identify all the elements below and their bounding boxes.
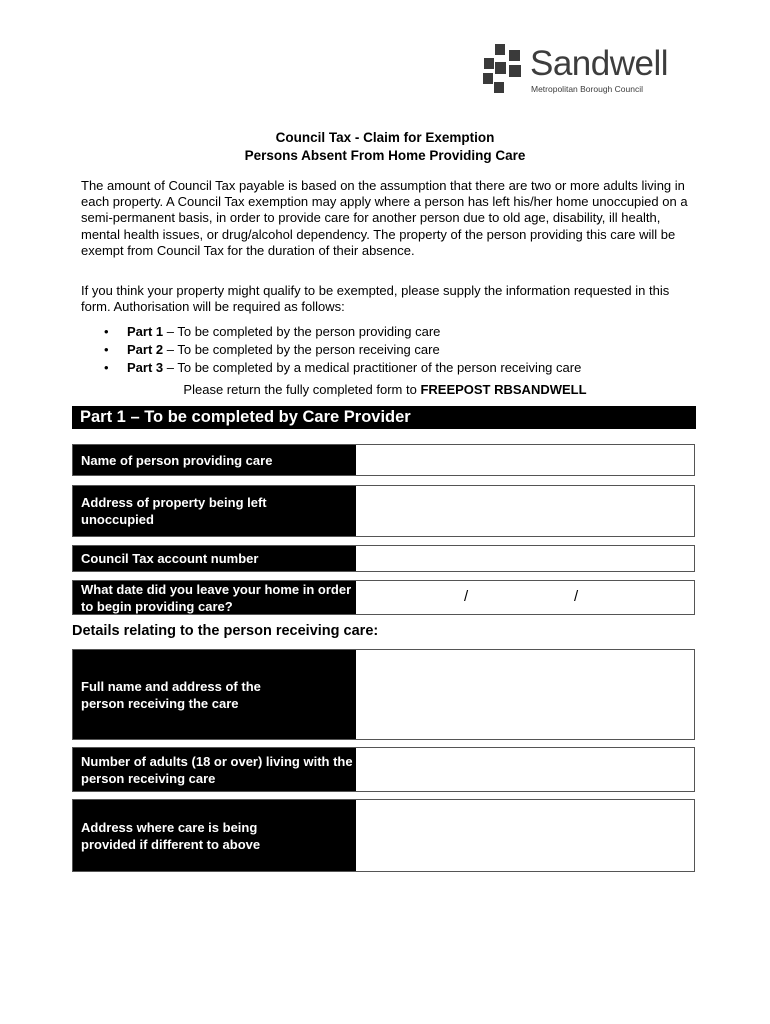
- receiver-name-label: Full name and address of the person receiving the care: [73, 650, 356, 739]
- return-instruction: [0, 382, 770, 397]
- list-item: [104, 341, 581, 359]
- part-label: Part 3: [127, 359, 164, 375]
- qualify-paragraph: If you think your property might qualify to be exempted, please supply the information requested in this form. Authorisation will be required as follows:: [81, 283, 670, 315]
- property-address-row: [72, 485, 695, 537]
- date-left-field[interactable]: [356, 581, 694, 614]
- sandwell-logo-mark-icon: [481, 44, 523, 94]
- form-subtitle: Persons Absent From Home Providing Care: [244, 148, 526, 163]
- care-address-row: [72, 799, 695, 872]
- authorisation-list: [104, 323, 581, 376]
- logo-wordmark: Sandwell: [530, 44, 669, 83]
- care-address-label: Address where care is being provided if different to above: [73, 800, 356, 871]
- receiver-name-field[interactable]: [356, 650, 694, 739]
- part-description: – To be completed by a medical practitioner of the person receiving care: [163, 359, 582, 375]
- adults-count-field[interactable]: [356, 748, 694, 791]
- care-address-field[interactable]: [356, 800, 694, 871]
- council-logo: [481, 44, 693, 96]
- part-label: Part 1: [127, 324, 164, 339]
- list-item: [104, 323, 581, 341]
- carer-name-row: [72, 444, 695, 476]
- date-separator: /: [574, 588, 579, 605]
- part1-heading: Part 1 – To be completed by Care Provider: [72, 406, 696, 429]
- list-item: [104, 359, 581, 377]
- part-label: Part 2: [127, 341, 164, 357]
- part-description: – To be completed by the person providing care: [163, 324, 441, 339]
- logo-subtitle: Metropolitan Borough Council: [531, 84, 643, 94]
- intro-paragraph: The amount of Council Tax payable is based on the assumption that there are two or more adults living in each property. A Council Tax exemption may apply where a person has left his/her home unoccupied on a semi-permanent basis, in order to provide care for another person due to old age, disability, ill health, mental health issues, or drug/alcohol dependency. The property of the person providing this care will be exempt from Council Tax for the duration of their absence.: [81, 178, 688, 258]
- account-number-row: [72, 545, 695, 572]
- part-description: – To be completed by the person receiving care: [163, 341, 440, 357]
- carer-name-label: Name of person providing care: [73, 445, 356, 475]
- date-left-row: [72, 580, 695, 615]
- date-left-label: What date did you leave your home in order to begin providing care?: [73, 581, 356, 614]
- adults-count-label: Number of adults (18 or over) living with the person receiving care: [73, 748, 356, 791]
- receiver-heading: Details relating to the person receiving care:: [72, 623, 379, 639]
- carer-name-field[interactable]: [356, 445, 694, 475]
- account-number-field[interactable]: [356, 546, 694, 571]
- account-number-label: Council Tax account number: [73, 546, 356, 571]
- return-prefix: Please return the fully completed form to: [183, 382, 421, 397]
- adults-count-row: [72, 747, 695, 792]
- property-address-label: Address of property being left unoccupied: [73, 486, 356, 536]
- date-separator: /: [464, 588, 469, 605]
- return-address: FREEPOST RBSANDWELL: [420, 382, 587, 397]
- form-title: Council Tax - Claim for Exemption: [275, 130, 495, 145]
- receiver-name-row: [72, 649, 695, 740]
- property-address-field[interactable]: [356, 486, 694, 536]
